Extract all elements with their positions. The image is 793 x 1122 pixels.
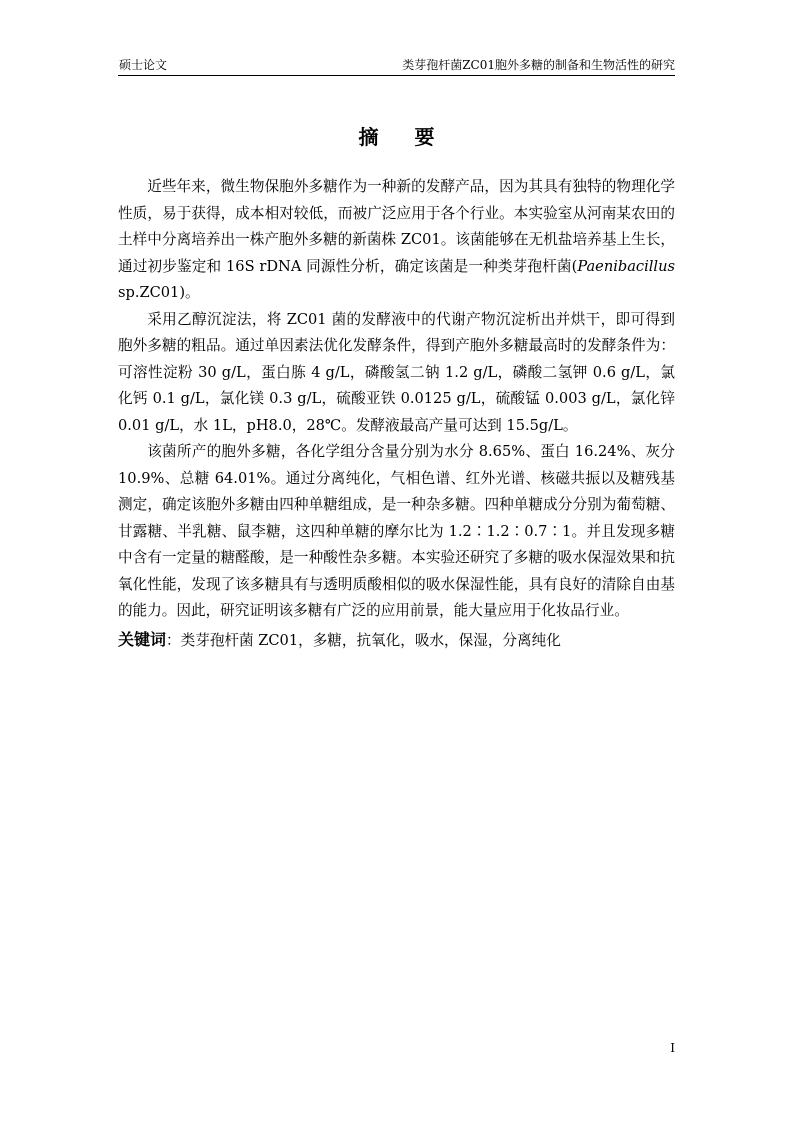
paragraph-1-text: 近些年来，微生物保胞外多糖作为一种新的发酵产品，因为其具有独特的物理化学性质，易于获得，成本相对较低，而被广泛应用于各个行业。本实验室从河南某农田的土样中分离培养出一株产胞外多糖的新菌株 ZC01。该菌能够在无机盐培养基上生长，通过初步鉴定和 16S rDNA 同源性分析，确定该菌是一种类芽孢杆菌( [118, 178, 675, 275]
header-thesis-title: 类芽孢杆菌ZC01胞外多糖的制备和生物活性的研究 [402, 58, 675, 72]
keywords-colon: ： [166, 631, 181, 649]
paragraph-1-text-end: sp.ZC01)。 [118, 284, 200, 301]
abstract-paragraph-1 [118, 174, 675, 307]
keywords-text: 类芽孢杆菌 ZC01，多糖，抗氧化，吸水，保湿，分离纯化 [180, 631, 561, 649]
abstract-title [0, 121, 793, 150]
page-header [118, 53, 675, 76]
abstract-paragraph-2: 采用乙醇沉淀法，将 ZC01 菌的发酵液中的代谢产物沉淀析出并烘干，即可得到胞外多糖的粗品。通过单因素法优化发酵条件，得到产胞外多糖最高时的发酵条件为：可溶性淀粉 30 g/L，蛋白胨 4 g/L，磷酸氢二钠 1.2 g/L，磷酸二氢钾 0.6 g/L，氯化钙 0.1 g/L，氯化镁 0.3 g/L，硫酸亚铁 0.0125 g/L，硫酸锰 0.003 g/L，氯化锌 0.01 g/L，水 1L，pH8.0，28℃。发酵液最高产量可达到 15.5g/L。 [118, 310, 675, 434]
keywords-line [118, 627, 675, 655]
page-number: I [670, 1041, 675, 1055]
species-name-italic: Paenibacillus [577, 257, 675, 275]
keywords-label: 关键词 [118, 629, 167, 649]
header-thesis-type: 硕士论文 [119, 58, 168, 72]
abstract-title-char-1: 摘 [358, 125, 379, 149]
abstract-paragraph-3: 该菌所产的胞外多糖，各化学组分含量分别为水分 8.65%、蛋白 16.24%、灰分 10.9%、总糖 64.01%。通过分离纯化，气相色谱、红外光谱、核磁共振以及糖残基测定，确定该胞外多糖由四种单糖组成，是一种杂多糖。四种单糖成分分别为葡萄糖、甘露糖、半乳糖、鼠李糖，这四种单糖的摩尔比为 1.2∶1.2∶0.7∶1。并且发现多糖中含有一定量的糖醛酸，是一种酸性杂多糖。本实验还研究了多糖的吸水保湿效果和抗氧化性能，发现了该多糖具有与透明质酸相似的吸水保湿性能，具有良好的清除自由基的能力。因此，研究证明该多糖有广泛的应用前景，能大量应用于化妆品行业。 [118, 443, 675, 619]
abstract-body [118, 174, 675, 654]
abstract-title-char-2: 要 [414, 125, 435, 149]
